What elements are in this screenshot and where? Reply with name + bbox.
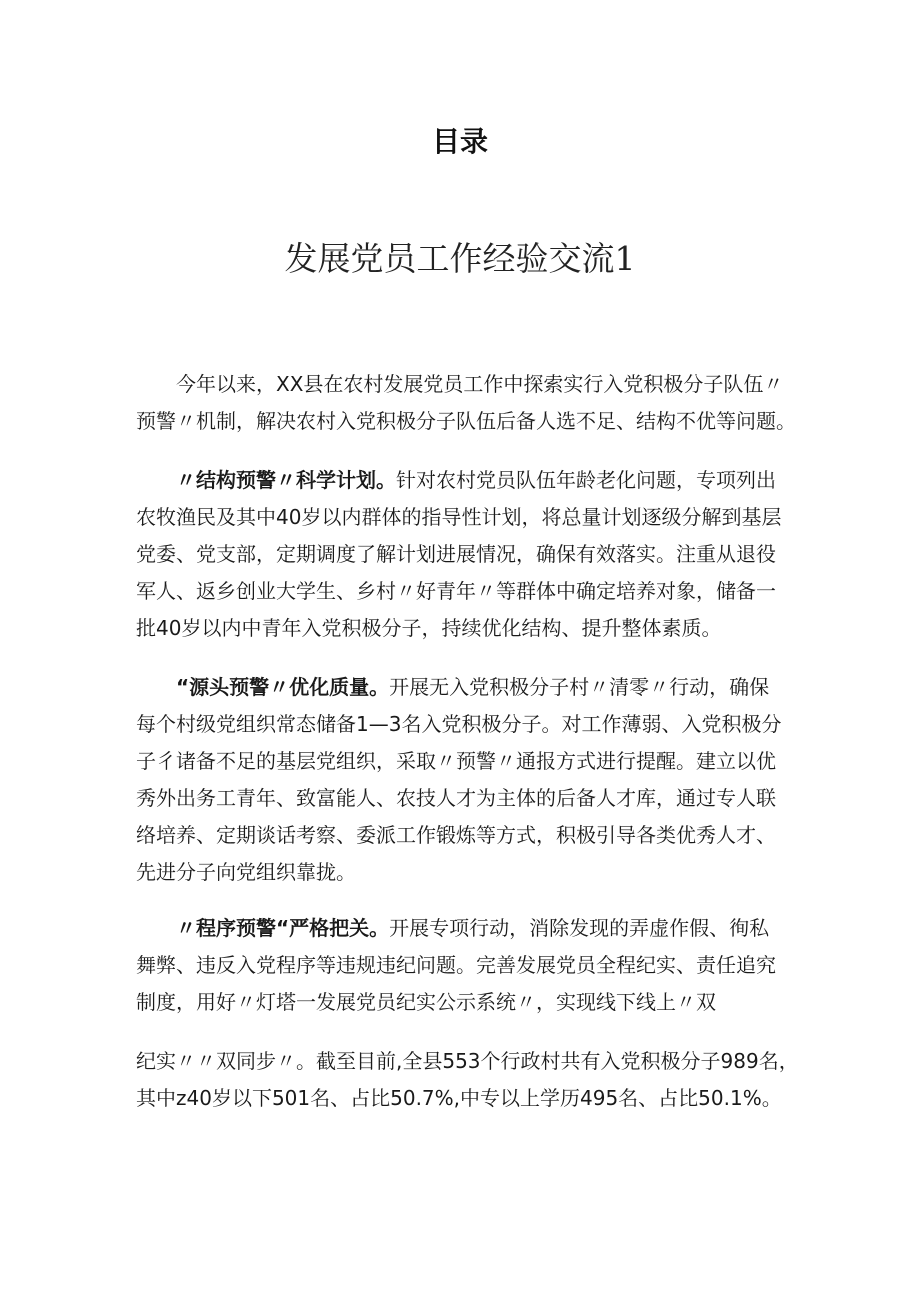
paragraph-lead-heading: 〃程序预警“严格把关。 <box>176 916 390 940</box>
paragraph-lead-heading: 〃结构预警〃科学计划。 <box>176 468 396 492</box>
text-line: 每个村级党组织常态储备1—3名入党积极分子。对工作薄弱、入党积极分 <box>136 712 782 736</box>
text-line: 军人、返乡创业大学生、乡村〃好青年〃等群体中确定培养对象，储备一 <box>136 579 776 603</box>
text-line: 先进分子向党组织靠拢。 <box>136 860 356 884</box>
toc-heading: 目录 <box>431 125 488 158</box>
text-line: 秀外出务工青年、致富能人、农技人才为主体的后备人才库，通过专人联 <box>136 786 776 810</box>
text-line: 党委、党支部，定期调度了解计划进展情况，确保有效落实。注重从退役 <box>136 542 776 566</box>
text-line: 农牧渔民及其中40岁以内群体的指导性计划，将总量计划逐级分解到基层 <box>136 505 782 529</box>
paragraph-procedure-warning <box>136 910 792 1021</box>
text-fragment: 开展无入党积极分子村〃清零〃行动，确保 <box>389 675 770 699</box>
text-line <box>136 910 792 947</box>
paragraph-intro <box>136 366 796 440</box>
text-line: 制度，用好〃灯塔一发展党员纪实公示系统〃，实现线下线上〃双 <box>136 990 716 1014</box>
document-title: 发展党员工作经验交流1 <box>284 239 636 278</box>
text-line: 其中z40岁以下501名、占比50.7%,中专以上学历495名、占比50.1%。 <box>136 1086 782 1110</box>
text-line: 纪实〃〃双同步〃。截至目前,全县553个行政村共有入党积极分子989名， <box>136 1049 799 1073</box>
paragraph-statistics <box>136 1043 799 1117</box>
text-line: 预警〃机制，解决农村入党积极分子队伍后备人选不足、结构不优等问题。 <box>136 409 796 433</box>
text-line: 舞弊、违反入党程序等违规违纪问题。完善发展党员全程纪实、责任追究 <box>136 953 776 977</box>
text-fragment: 开展专项行动，消除发现的弄虚作假、徇私 <box>389 916 770 940</box>
text-line: 子彳诸备不足的基层党组织，采取〃预警〃通报方式进行提醒。建立以优 <box>136 749 776 773</box>
text-line: 批40岁以内中青年入党积极分子，持续优化结构、提升整体素质。 <box>136 616 722 640</box>
text-line: 络培养、定期谈话考察、委派工作锻炼等方式，积极引导各类优秀人才、 <box>136 823 776 847</box>
paragraph-lead-heading: “源头预警〃优化质量。 <box>176 675 390 699</box>
text-line <box>136 669 792 706</box>
text-line <box>136 462 792 499</box>
paragraph-structure-warning <box>136 462 792 647</box>
paragraph-source-warning <box>136 669 792 891</box>
text-line: 今年以来，XX县在农村发展党员工作中探索实行入党积极分子队伍〃 <box>176 372 784 396</box>
text-fragment: 针对农村党员队伍年龄老化问题，专项列出 <box>396 468 776 492</box>
